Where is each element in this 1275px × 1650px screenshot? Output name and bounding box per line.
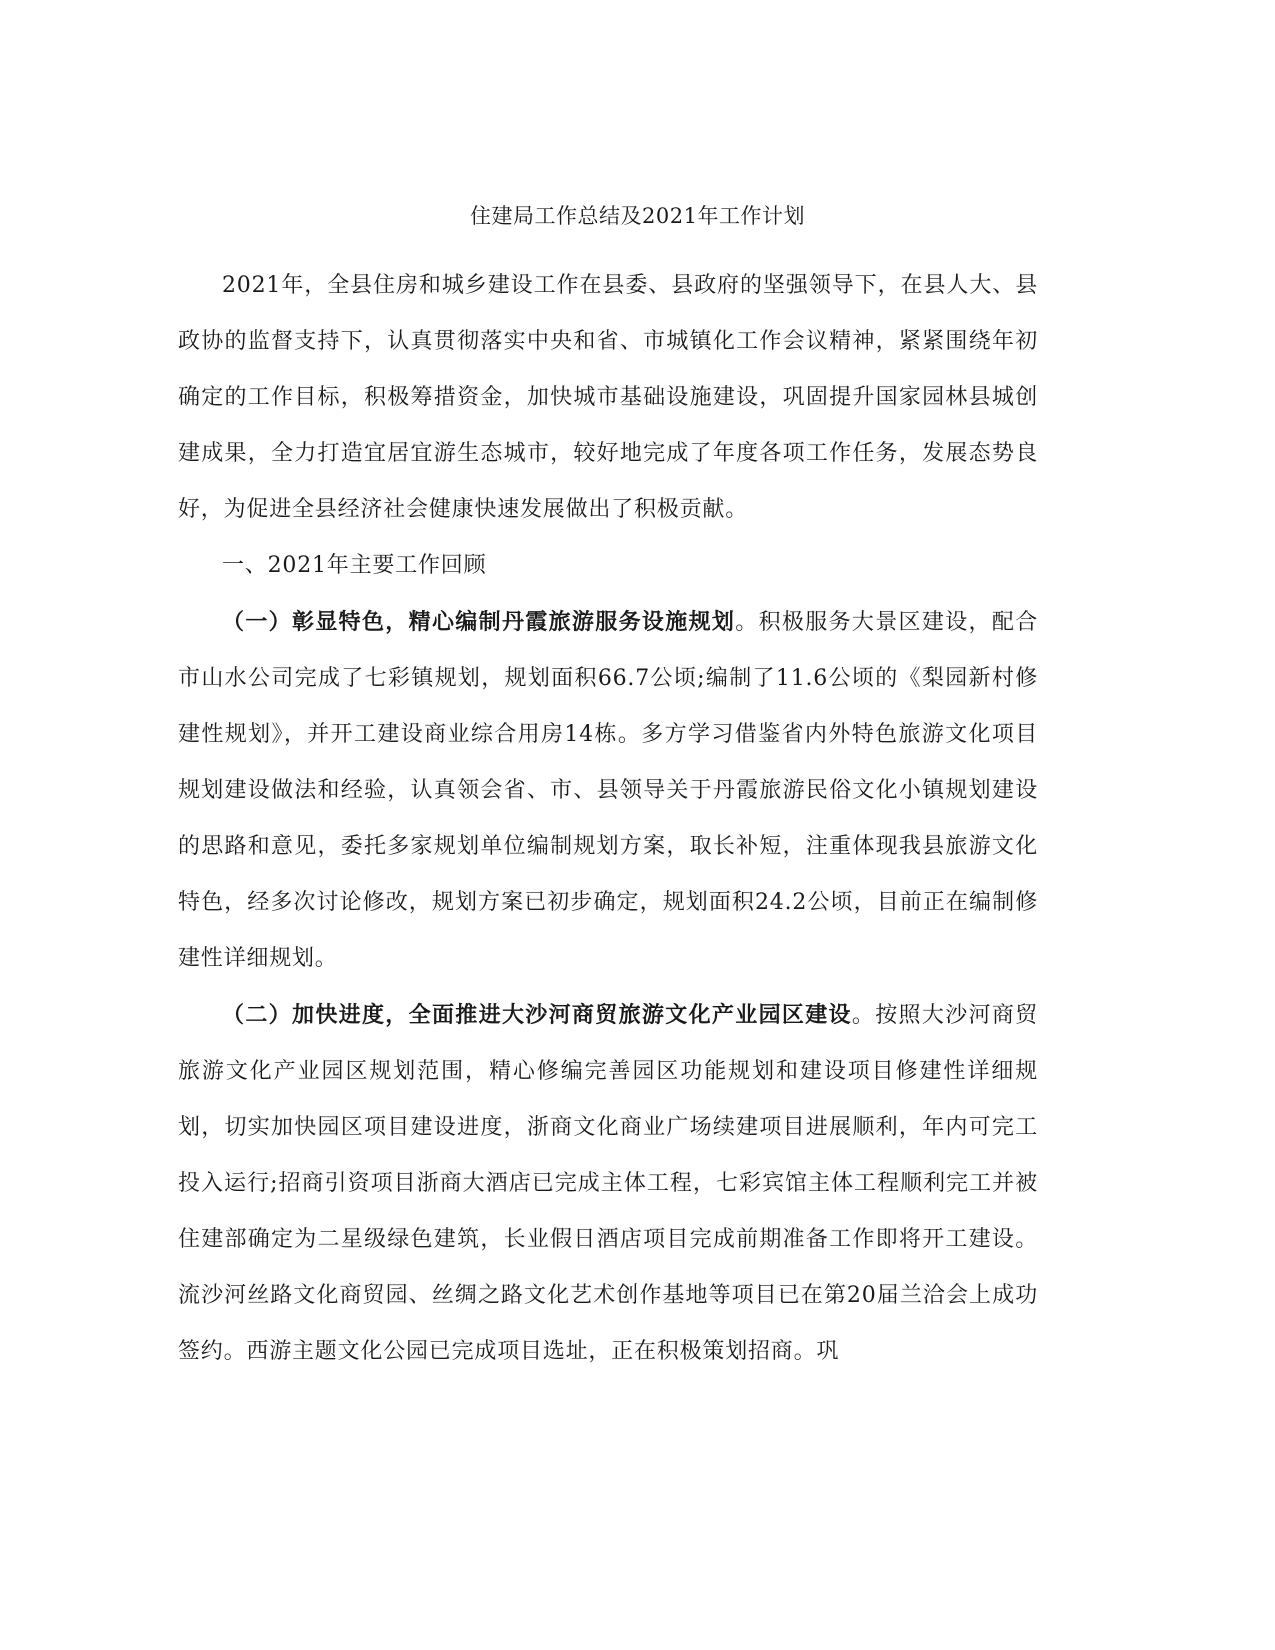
item-paragraph-2 bbox=[178, 987, 1038, 1380]
document-title: 住建局工作总结及2021年工作计划 bbox=[470, 204, 805, 228]
item-paragraph-1 bbox=[178, 594, 1038, 987]
section-heading: 一、2021年主要工作回顾 bbox=[222, 553, 487, 578]
intro-paragraph: 2021年，全县住房和城乡建设工作在县委、县政府的坚强领导下，在县人大、县政协的监督支持下，认真贯彻落实中央和省、市城镇化工作会议精神，紧紧围绕年初确定的工作目标，积极筹措资金，加快城市基础设施建设，巩固提升国家园林县城创建成果，全力打造宜居宜游生态城市，较好地完成了年度各项工作任务，发展态势良好，为促进全县经济社会健康快速发展做出了积极贡献。 bbox=[178, 273, 1038, 522]
item-1-text: 。积极服务大景区建设，配合市山水公司完成了七彩镇规划，规划面积66.7公顷;编制了11.6公顷的《梨园新村修建性规划》，并开工建设商业综合用房14栋。多方学习借鉴省内外特色旅游文化项目规划建设做法和经验，认真领会省、市、县领导关于丹霞旅游民俗文化小镇规划建设的思路和意见，委托多家规划单位编制规划方案，取长补短，注重体现我县旅游文化特色，经多次讨论修改，规划方案已初步确定，规划面积24.2公顷，目前正在编制修建性详细规划。 bbox=[178, 610, 1038, 971]
item-2-lead: （二）加快进度，全面推进大沙河商贸旅游文化产业园区建设 bbox=[222, 1002, 852, 1028]
document-body bbox=[178, 258, 1038, 1380]
item-1-lead: （一）彰显特色，精心编制丹霞旅游服务设施规划 bbox=[222, 609, 736, 635]
item-2-text: 。按照大沙河商贸旅游文化产业园区规划范围，精心修编完善园区功能规划和建设项目修建性详细规划，切实加快园区项目建设进度，浙商文化商业广场续建项目进展顺利，年内可完工投入运行;招商引资项目浙商大酒店已完成主体工程，七彩宾馆主体工程顺利完工并被住建部确定为二星级绿色建筑，长业假日酒店项目完成前期准备工作即将开工建设。流沙河丝路文化商贸园、丝绸之路文化艺术创作基地等项目已在第20届兰洽会上成功签约。西游主题文化公园已完成项目选址，正在积极策划招商。巩 bbox=[178, 1003, 1038, 1364]
